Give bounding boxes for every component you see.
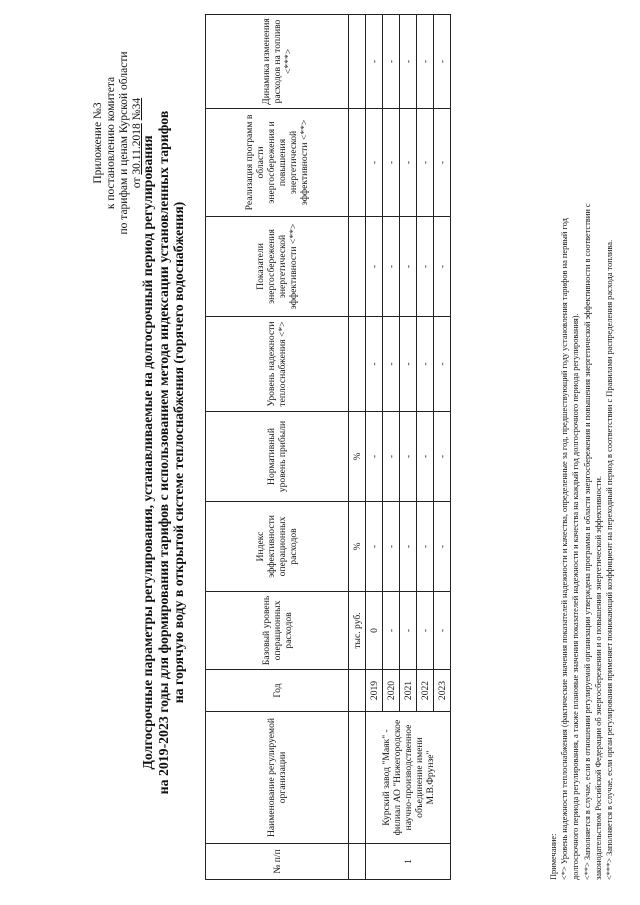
title-line: Долгосрочные параметры регулирования, устанавливаемые на долгосрочный период регулирования (140, 135, 155, 770)
note-line: <*> Уровень надежности теплоснабжения (фактические значения показателей надежности и качества, определенные за год, предшествующий году установления тарифов на первый год (560, 218, 570, 880)
unit-cell (349, 109, 366, 217)
cell-index: - (366, 502, 383, 592)
document-title (140, 20, 187, 885)
cell-programs: - (417, 109, 434, 217)
header-profit: Нормативный уровень прибыли (206, 412, 349, 502)
cell-year: 2020 (383, 670, 400, 712)
header-index: Индекс эффективности операционных расходов (206, 502, 349, 592)
cell-index: - (417, 502, 434, 592)
cell-profit: - (400, 412, 417, 502)
unit-cell (349, 670, 366, 712)
unit-profit: % (349, 412, 366, 502)
header-energy: Показатели энергосбережения энергетической эффективности <**> (206, 217, 349, 317)
appendix-title: Приложение №3 (92, 102, 104, 184)
unit-base: тыс. руб. (349, 592, 366, 670)
cell-programs: - (366, 109, 383, 217)
appendix-number: №34 (131, 97, 143, 121)
note-line: <***> Заполняется в случае, если орган регулирования применяет понижающий коэффициент на переходный период в соответствии с Правилами распределения расхода топлива. (605, 239, 615, 880)
cell-index: - (434, 502, 451, 592)
cell-programs: - (383, 109, 400, 217)
unit-cell (349, 217, 366, 317)
cell-fuel: - (434, 15, 451, 109)
cell-profit: - (434, 412, 451, 502)
cell-reliability: - (417, 317, 434, 412)
cell-year: 2023 (434, 670, 451, 712)
cell-profit: - (366, 412, 383, 502)
cell-index: - (383, 502, 400, 592)
cell-reliability: - (434, 317, 451, 412)
cell-year: 2021 (400, 670, 417, 712)
cell-energy: - (417, 217, 434, 317)
cell-year: 2019 (366, 670, 383, 712)
organization-name: Курский завод "Маяк" - филиал АО "Нижегородское научно-производственное объединение имени М.В.Фрунзе" (366, 712, 451, 844)
cell-base: - (417, 592, 434, 670)
unit-index: % (349, 502, 366, 592)
header-year: Год (206, 670, 349, 712)
cell-programs: - (434, 109, 451, 217)
title-line: на горячую воду в открытой системе теплоснабжения (горячего водоснабжения) (171, 201, 186, 704)
note-line: <**> Заполняется в случае, если в отношении регулируемой организации утверждена программа в области энергосбережения и повышения энергетической эффективности в соответствии с (582, 203, 592, 880)
header-num: № п/п (206, 844, 349, 880)
cell-fuel: - (400, 15, 417, 109)
row-number: 1 (366, 844, 451, 880)
appendix-line: к постановлению комитета (105, 76, 117, 210)
cell-energy: - (400, 217, 417, 317)
cell-reliability: - (400, 317, 417, 412)
date-prefix: от (131, 177, 143, 189)
cell-fuel: - (417, 15, 434, 109)
appendix-line: по тарифам и ценам Курской области (118, 51, 130, 235)
cell-energy: - (383, 217, 400, 317)
unit-cell (349, 15, 366, 109)
cell-fuel: - (366, 15, 383, 109)
cell-base: 0 (366, 592, 383, 670)
cell-reliability: - (366, 317, 383, 412)
parameters-table (205, 14, 451, 880)
cell-year: 2022 (417, 670, 434, 712)
header-fuel: Динамика изменения расходов на топливо <***> (206, 15, 349, 109)
header-base: Базовый уровень операционных расходов (206, 592, 349, 670)
notes-section (548, 15, 615, 880)
cell-fuel: - (383, 15, 400, 109)
table-header-row (206, 15, 349, 880)
unit-cell (349, 844, 366, 880)
cell-index: - (400, 502, 417, 592)
unit-cell (349, 712, 366, 844)
appendix-date: 30.11.2018 (131, 123, 143, 175)
cell-base: - (383, 592, 400, 670)
note-line: законодательством Российской Федерации об энергосбережении и о повышении энергетической эффективности. (593, 476, 603, 880)
unit-cell (349, 317, 366, 412)
notes-heading: Примечание: (549, 833, 558, 880)
cell-programs: - (400, 109, 417, 217)
table-row (366, 15, 383, 880)
cell-base: - (434, 592, 451, 670)
header-org: Наименование регулируемой организации (206, 712, 349, 844)
title-line: на 2019-2023 годы для формирования тарифов с использованием метода индексации установленных тарифов (155, 110, 171, 795)
cell-profit: - (417, 412, 434, 502)
cell-base: - (400, 592, 417, 670)
cell-reliability: - (383, 317, 400, 412)
cell-energy: - (434, 217, 451, 317)
appendix-header (92, 28, 144, 258)
cell-profit: - (383, 412, 400, 502)
cell-energy: - (366, 217, 383, 317)
header-reliability: Уровень надежности теплоснабжения <*> (206, 317, 349, 412)
note-line: долгосрочного периода регулирования, а также плановые значения показателей надежности и качества на каждый год долгосрочного периода регулирования). (571, 313, 581, 880)
header-programs: Реализация программ в области энергосбережения и повышения энергетической эффективности <**> (206, 109, 349, 217)
units-row (349, 15, 366, 880)
